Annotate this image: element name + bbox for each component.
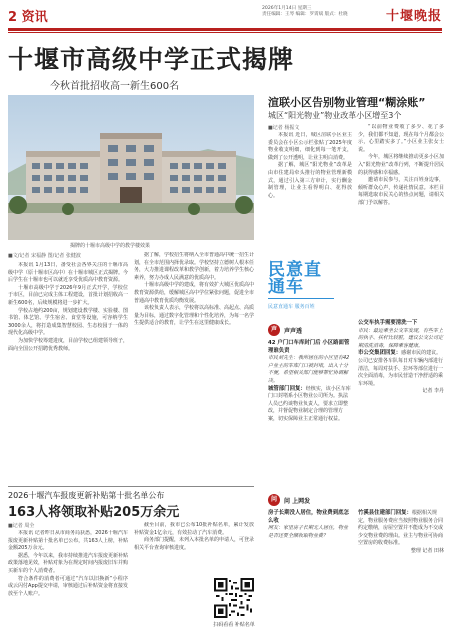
qa2-reporter: 记者 李丹	[422, 388, 444, 395]
main-headline: 十堰市高级中学正式揭牌	[8, 45, 295, 74]
header-date: 2026年1月14日 星期三	[262, 6, 312, 11]
story4-block-right	[358, 510, 444, 636]
voice-icon: 声	[268, 324, 280, 336]
minsheng-title: 民意直通车	[268, 260, 322, 297]
paragraph: 十堰市高级中学的建成，将有效扩大城区优质高中教育资源供给，缓解城区高中学位紧张问题，促进全市普通高中教育优质均衡发展。	[134, 282, 254, 304]
newspaper-logo: 十堰晚报	[385, 9, 442, 24]
qa2-block	[358, 320, 444, 490]
story2-byline: ■记者 杨振文	[268, 125, 300, 131]
paragraph: 商务部门提醒，未列入本批名单的申请人，可登录相关平台查询审核进度。	[134, 537, 254, 551]
story3-column-2	[134, 522, 254, 574]
qa2-title: 公交车执手需要清洗一下	[358, 320, 418, 326]
story4-block-left	[268, 510, 352, 636]
paragraph: 该校负责人表示，学校将以高标准、高起点、高质量为目标，通过数字化管理和个性化培养，为每一名学生提供适合的教育，让学生在这里健康成长。	[134, 305, 254, 327]
story4-section-label: 问 上网发	[284, 497, 311, 505]
qa1-section-header	[268, 324, 352, 336]
qa1-question: 市民刘先生：我所居住的小区里有42户业主的车库门口被封堵，出入十分不便，希望相关部门能够帮忙协调解决。	[268, 355, 350, 384]
main-subhead: 今秋首批招收高一新生600名	[50, 81, 180, 92]
story4-answer: 根据相关规定，物业服务费应当按照物业服务合同约定缴纳，房屋空置并不能成为不交或少交物业费的理由。业主与物业可协商空置房的收费标准。	[358, 510, 444, 547]
story4-title: 房子长期没人居住，物业费到底怎么收	[268, 510, 349, 524]
qa1-block	[268, 340, 352, 490]
minsheng-rule	[268, 298, 334, 299]
story2-headline: 渲联小区告别物业管理“糊涂账”	[268, 96, 426, 109]
story2-column-1	[268, 132, 352, 260]
paragraph: 符合条件的消费者可通过“汽车以旧换新”小程序或云闪付App提交申请，审核通过后补贴资金将直接发放至个人账户。	[8, 575, 128, 597]
paragraph: 本报讯 近日，城区渲联小区业主委员会在小区公示栏张贴了2025年度物业收支明细，细化到每一笔开支，做到了公开透明，让业主明白消费。	[268, 132, 352, 161]
minsheng-column-logo	[268, 262, 338, 322]
header-rule-thin	[8, 32, 442, 33]
story3-column-1	[8, 530, 128, 636]
story1-column-2	[134, 252, 254, 480]
photo-caption: 揭牌的十堰市高级中学的教学楼效果	[70, 243, 151, 249]
minsheng-subtitle: 民意直通车 服务百姓	[268, 304, 315, 310]
story4-reporter: 整理 记者 田林	[410, 547, 444, 554]
paragraph: 今年，城区将继续推动更多小区加入“阳光物业”改革行列，不断提升居民的获得感和幸福感。	[358, 154, 444, 176]
header-meta	[262, 6, 372, 18]
paragraph: 为加快学校筹建进度，目前学校已组建领导班子，面向全国公开招聘优秀教师。	[8, 337, 128, 352]
qa2-answer: 感谢市民的建议。公司已安排各车队每日对车辆内部进行清洁，每周对扶手、拉环等部位进行一次全面消毒，为市民营造干净舒适的乘车环境。	[358, 350, 444, 387]
qa1-title: 42 户门口车库封门后 小区路面管理谁负责	[268, 340, 350, 354]
paragraph: “以前物业费收了多少、花了多少，我们都不知道，现在每个月都会公示，心里踏实多了。”小区业主张女士说。	[358, 124, 444, 153]
story4-question: 网友：家里房子长期无人居住，物业是否还要全额收取物业费？	[268, 525, 349, 539]
paragraph: 截至目前，我市已公布10批补贴名单，累计发放补贴资金1亿余元，有效拉动了汽车消费。	[134, 522, 254, 536]
paragraph: 据了解，城区“阳光物业”改革是由市住建局牵头推行的物业管理新模式，通过引入第三方审计，实行酬金制管理，让业主看得明白、花得放心。	[268, 162, 352, 199]
story3-headline: 163人将领取补贴205万余元	[8, 505, 180, 520]
story3-kicker: 2026十堰汽车报废更新补贴第十批名单公布	[8, 491, 165, 500]
paragraph: 据悉，今年以来，我市持续推进汽车报废更新补贴政策落地见效，补贴对象为在规定时间内报废旧车并购买新车的个人消费者。	[8, 552, 128, 574]
story2-column-2	[358, 124, 444, 314]
paragraph: 本报讯 记者昨日从市商务局获悉，2026十堰汽车报废更新补贴第十批名单已公布，共163人上榜，补贴金额205万余元。	[8, 530, 128, 552]
qa1-answer: 经核实，该小区车库门口封堵系小区物业公司所为。执法人员已约谈物业负责人，要求立即整改，并督促物业制定合理的管理方案，切实保障业主正常通行权益。	[268, 385, 351, 422]
paragraph: 十堰市高级中学于2026年9月正式开学，学校位于市区，目前已完成主体工程建设，首批计划招收高一新生600名，后续规模将进一步扩大。	[8, 284, 128, 306]
story3-byline: ■记者 周全	[8, 523, 35, 529]
school-building-photo	[8, 95, 254, 240]
page-number: 2 资讯	[8, 10, 48, 25]
qa1-section-label: 声声透	[284, 327, 303, 335]
qr-caption: 扫码看看 补贴名单	[213, 622, 255, 628]
story4-answer-head: 竹溪县住建部门回复：	[358, 510, 412, 516]
story2-subhead: 城区“阳光物业”物业改革小区增至3个	[268, 111, 402, 120]
question-icon: 问	[268, 494, 280, 506]
paragraph: 邀请市民参与，关注百姓身边事，倾听群众心声，传递社情民意。本栏目每期选取市民关心的热点问题，请相关部门予以解答。	[358, 177, 444, 206]
story1-column-1	[8, 262, 128, 480]
page-header	[0, 0, 450, 34]
qr-code[interactable]	[214, 578, 254, 618]
qa2-answer-head: 市公交集团回复：	[358, 350, 402, 357]
paragraph: 据了解，学校招生将纳入全市普通高中统一招生计划，在全市范围内择优录取。学校坚持立德树人根本任务，大力推进课程改革和教学创新，着力培养学生核心素养，努力办成人民满意的优质高中。	[134, 252, 254, 281]
story4-section-header	[268, 494, 444, 506]
qa1-answer-head: 城管部门回复：	[268, 385, 306, 392]
section-divider	[8, 486, 254, 487]
paragraph: 学校占地约200亩，规划建设教学楼、实验楼、图书馆、体艺馆、学生宿舍、食堂等设施，可容纳学生3000余人，将打造成集智慧校园、生态校园于一体的现代化高级中学。	[8, 307, 128, 337]
header-rule	[8, 28, 442, 31]
story1-byline: ■文/记者 宋福静 图/记者 张健波	[8, 253, 81, 259]
paragraph: 本报讯 1月13日，备受社会各界关注的十堰市高级中学（原十堰市区高中）在十堰市城区正式揭牌。今后学生在十堰市也可以就近享受优质高中教育资源。	[8, 262, 128, 284]
qa2-question: 市民：最近乘坐公交车发现，有些车上的执手、扶杆比较脏，建议公交公司定期清洗消毒，保障乘客健康。	[358, 327, 444, 349]
header-editors: 责任编辑：王琴 编辑：罗霄斌 版式：杜晓	[262, 12, 348, 17]
